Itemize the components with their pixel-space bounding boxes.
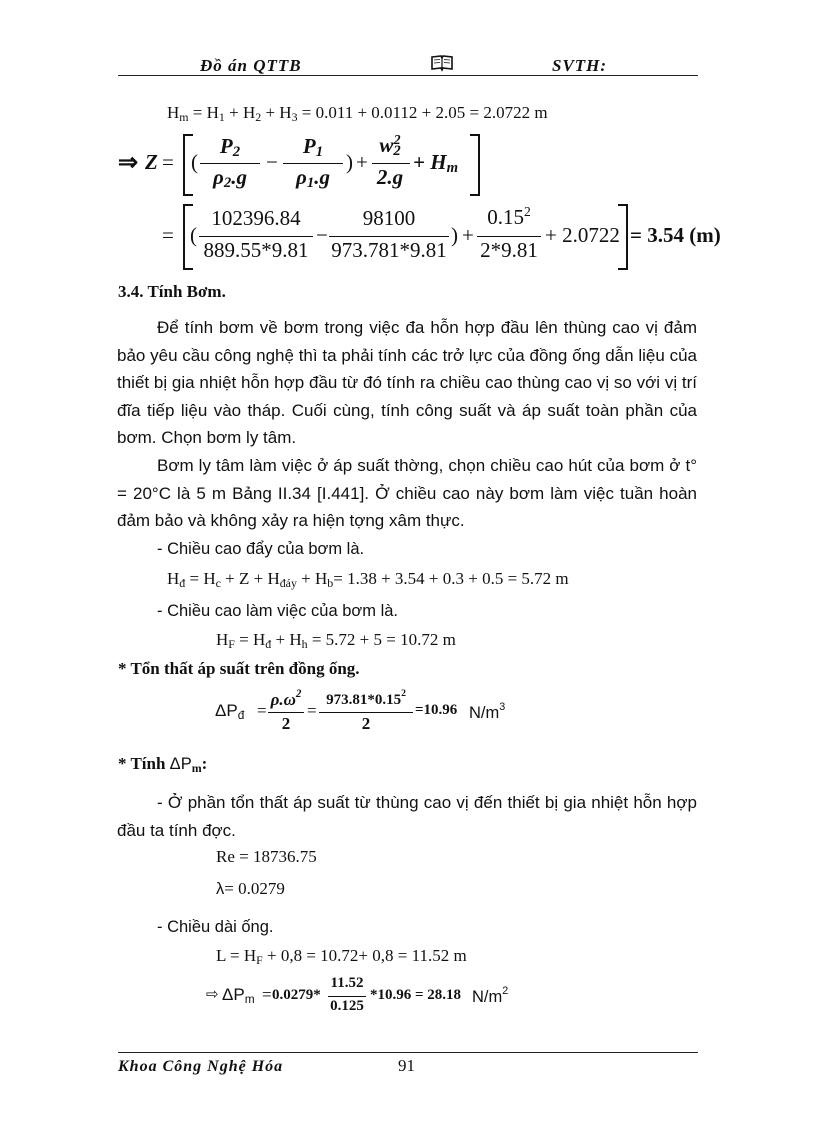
section-title: 3.4. Tính Bơm. <box>118 282 226 301</box>
loss-unit: $N/m^3$ <box>469 701 506 722</box>
header-right: SVTH: <box>552 56 608 75</box>
pipe-length-label: - Chiều dài ống. <box>157 918 274 936</box>
plus-sign: + <box>356 150 368 174</box>
delta-pm-title: * Tính $\Delta P_m$: <box>118 754 208 775</box>
bracket-right <box>470 134 480 196</box>
fraction-line <box>329 236 449 237</box>
denominator-2: 973.781*9.81 <box>331 238 447 262</box>
reynolds-number: Re = 18736.75 <box>216 847 317 866</box>
header-rule <box>118 75 698 76</box>
loss-denominator-1: 2 <box>281 714 291 733</box>
work-height-equation: $H_F = H_đ + H_h = 5.72 + 5 = 10.72$ m <box>216 630 456 651</box>
numerator-1: 102396.84 <box>211 206 301 230</box>
equation-hm: $H_m = H_1 + H_2 + H_3 = 0.011 + 0.0112 + 2.05 = 2.0722$ m <box>167 103 548 124</box>
push-height-label: - Chiều cao đẩy của bơm là. <box>157 540 365 558</box>
fraction-line <box>268 712 304 713</box>
header-left: Đồ án QTTB <box>200 56 302 75</box>
pipe-length-equation: $L = H_F + 0,8 = 10.72+ 0,8 = 11.52$ m <box>216 946 467 967</box>
denominator-3: 2*9.81 <box>480 238 538 262</box>
equals-sign: = <box>257 701 267 720</box>
numerator-2: 98100 <box>362 206 416 230</box>
delta-pm-intro: - Ở phần tổn thất áp suất từ thùng cao vị đến thiết bị gia nhiệt hỗn hợp đầu ta tính đợc. <box>117 793 697 840</box>
fraction-line <box>283 163 343 164</box>
fraction-2g: 2.g <box>376 165 404 189</box>
footer-left: Khoa Công Nghệ Hóa <box>118 1058 284 1075</box>
loss-result: =10.96 <box>415 702 458 718</box>
book-icon <box>430 54 454 77</box>
equals-sign: = <box>262 985 272 1004</box>
fraction-line <box>319 712 413 713</box>
minus-sign: − <box>266 150 278 174</box>
plus-hm: + $H_m$ <box>413 150 458 176</box>
denominator-1: 889.55*9.81 <box>203 238 309 262</box>
plus-sign: + <box>462 223 474 247</box>
equals-sign: = <box>162 150 174 174</box>
fraction-line <box>328 996 366 997</box>
page-number: 91 <box>398 1056 415 1075</box>
loss-denominator-2: 2 <box>361 714 371 733</box>
paragraph-pump: Bơm ly tâm làm việc ở áp suất thờng, chọn chiều cao hút của bơm ở t° = 20°C là 5 m Bảng II.34 [I.441]. Ở chiều cao này bơm làm việc tuần hoàn đảm bảo và không xảy ra hiện tợng xâm thực. <box>117 456 697 530</box>
numerator-3: 0.15$^2$ <box>487 204 531 229</box>
bracket-right <box>618 204 628 270</box>
delta-pm: $\Delta P_m$ <box>222 985 255 1006</box>
diameter-denominator: 0.125 <box>330 998 364 1014</box>
z-symbol: Z <box>145 150 158 174</box>
pressure-loss-title: * Tổn thất áp suất trên đồng ống. <box>118 659 360 678</box>
length-numerator: 11.52 <box>330 975 364 991</box>
fraction-line <box>200 163 260 164</box>
fraction-line <box>372 163 410 164</box>
paren-close: ) <box>451 223 458 247</box>
equals-sign: = <box>162 223 174 247</box>
friction-coef: 0.0279* <box>272 987 321 1003</box>
fraction-line <box>477 236 541 237</box>
z-result: = 3.54 (m) <box>630 223 721 247</box>
fraction-w2: $w_2^2$ <box>379 132 401 159</box>
lambda-value: λ= 0.0279 <box>216 879 285 898</box>
paren-close: ) <box>346 150 353 174</box>
tail-term: + 2.0722 <box>545 223 620 247</box>
paren-open: ( <box>191 150 198 174</box>
paragraph-intro: Để tính bơm về bơm trong việc đa hỗn hợp đầu lên thùng cao vị đảm bảo yêu cầu công nghệ thì ta phải tính các trở lực của đồng ống dẫn liệu của thiết bị gia nhiệt hỗn hợp đầu từ đó tính ra chiều cao thùng cao vị so với vị trí đĩa tiếp liệu vào tháp. Cuối cùng, tính công suất và áp suất toàn phần của bơm. Chọn bơm ly tâm. <box>117 318 697 447</box>
loss-numerator-2: 973.81*0.15$^2$ <box>326 688 406 708</box>
fraction-rho2: $\rho_2.g$ <box>213 165 247 191</box>
fraction-rho1: $\rho_1.g$ <box>296 165 330 191</box>
delta-pd: $\Delta P_đ$ <box>215 701 245 722</box>
fraction-line <box>199 236 313 237</box>
equals-sign: = <box>307 701 317 720</box>
arrow-icon: ⇨ <box>206 986 219 1003</box>
paren-open: ( <box>190 223 197 247</box>
footer-rule <box>118 1052 698 1053</box>
fraction-p2: $P_2$ <box>219 134 241 160</box>
minus-sign: − <box>316 223 328 247</box>
implies-symbol: ⇒ <box>118 150 139 176</box>
work-height-label: - Chiều cao làm việc của bơm là. <box>157 602 398 620</box>
loss-numerator-1: $\rho.\omega^2$ <box>270 688 302 709</box>
fraction-p1: $P_1$ <box>302 134 324 160</box>
delta-pm-unit: $N/m^2$ <box>472 985 509 1006</box>
delta-pm-result: *10.96 = 28.18 <box>370 987 462 1003</box>
push-height-equation: $H_đ = H_c + Z + H_{đáy} + H_b= 1.38 + 3.54 + 0.3 + 0.5 = 5.72$ m <box>167 569 569 590</box>
